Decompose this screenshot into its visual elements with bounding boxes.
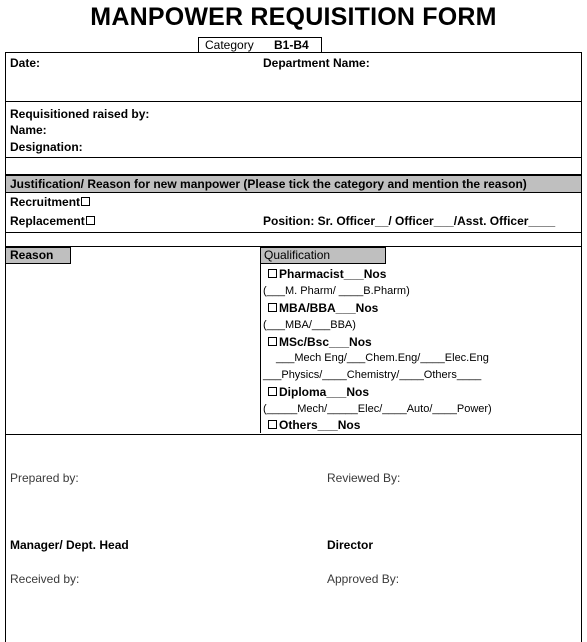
recruitment-option[interactable] [10,195,92,209]
raised-by-label: Requisitioned raised by: [10,107,150,121]
pharmacist-detail: (___M. Pharm/ ____B.Pharm) [263,285,410,297]
mba-option[interactable] [267,301,378,315]
prepared-by-label: Prepared by: [10,471,79,485]
column-divider [260,247,261,433]
form-title: MANPOWER REQUISITION FORM [90,3,497,31]
divider [5,101,582,102]
name-label: Name: [10,123,47,137]
replacement-label: Replacement [10,214,85,228]
mba-detail: (___MBA/___BBA) [263,319,356,331]
approved-by-label: Approved By: [327,572,400,586]
diploma-checkbox[interactable] [268,387,277,396]
position-label: Position: Sr. Officer__/ Officer___/Asst. Officer____ [263,214,556,228]
others-option[interactable] [267,418,360,432]
qualification-header: Qualification [260,247,386,264]
recruitment-label: Recruitment [10,195,81,209]
msc-detail-engineering: ___Mech Eng/___Chem.Eng/____Elec.Eng [276,352,489,364]
date-label: Date: [10,56,41,70]
recruitment-checkbox[interactable] [81,197,90,206]
replacement-option[interactable] [10,214,97,228]
designation-label: Designation: [10,140,83,154]
manager-label: Manager/ Dept. Head [10,538,129,552]
others-checkbox[interactable] [268,420,277,429]
category-box [198,37,322,53]
diploma-label: Diploma___Nos [279,385,370,399]
director-label: Director [327,538,374,552]
divider [5,434,582,435]
mba-label: MBA/BBA___Nos [279,301,379,315]
reviewed-by-label: Reviewed By: [327,471,401,485]
others-label: Others___Nos [279,418,361,432]
msc-option[interactable] [267,335,372,349]
divider [5,232,582,233]
msc-detail-science: ___Physics/____Chemistry/____Others____ [263,369,482,381]
pharmacist-checkbox[interactable] [268,269,277,278]
diploma-detail: (_____Mech/_____Elec/____Auto/____Power) [263,403,492,415]
category-value: B1-B4 [274,38,309,52]
reason-header: Reason [5,247,71,264]
diploma-option[interactable] [267,385,369,399]
justification-header: Justification/ Reason for new manpower (Please tick the category and mention the reason) [5,175,582,193]
divider [5,157,582,158]
mba-checkbox[interactable] [268,303,277,312]
msc-checkbox[interactable] [268,337,277,346]
msc-label: MSc/Bsc___Nos [279,335,372,349]
department-label: Department Name: [263,56,370,70]
received-by-label: Received by: [10,572,80,586]
replacement-checkbox[interactable] [86,216,95,225]
category-label: Category [205,38,254,52]
pharmacist-option[interactable] [267,267,386,281]
pharmacist-label: Pharmacist___Nos [279,267,387,281]
